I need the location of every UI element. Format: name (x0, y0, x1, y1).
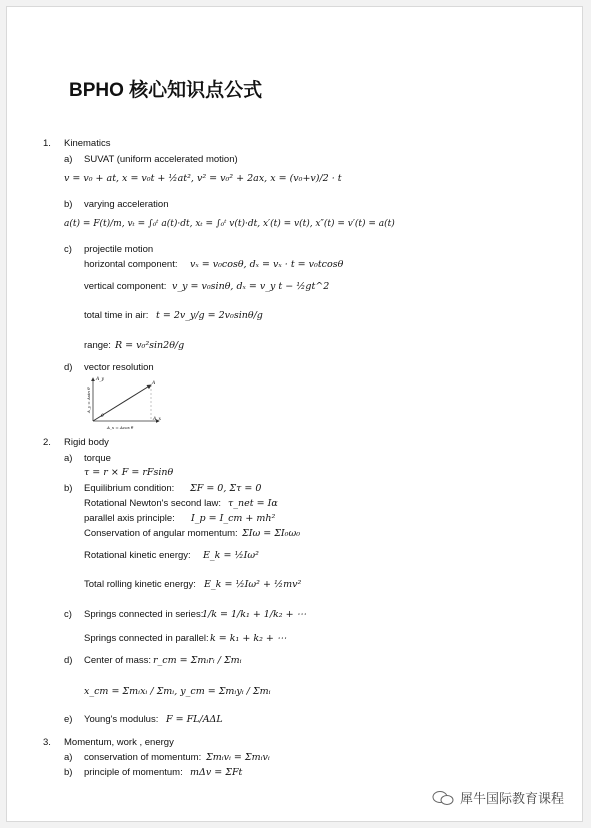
watermark (432, 788, 564, 807)
item-label: d) (64, 362, 73, 373)
item-label: c) (64, 244, 72, 255)
item-label: a) (64, 752, 73, 763)
page-title: BPHO 核心知识点公式 (69, 80, 263, 101)
vertical-component-eq: v_y = v₀sinθ, dₓ = v_y t − ½gt^2 (172, 281, 330, 292)
section-number: 3. (43, 737, 51, 748)
section-number: 2. (43, 437, 51, 448)
angular-momentum-label: Conservation of angular momentum: (84, 528, 238, 539)
conservation-momentum-eq: Σmᵢvᵢ = Σmᵢvᵢ (206, 752, 270, 763)
item-title: SUVAT (uniform accelerated motion) (84, 154, 238, 165)
item-label: b) (64, 199, 73, 210)
horizontal-component-eq: vₓ = v₀cosθ, dₓ = vₓ · t = v₀tcosθ (190, 259, 344, 270)
range-label: range: (84, 340, 111, 351)
equilibrium-label: Equilibrium condition: (84, 483, 175, 494)
principle-momentum-label: principle of momentum: (84, 767, 183, 778)
item-title: vector resolution (84, 362, 154, 373)
center-of-mass-eq: r_cm = Σmᵢrᵢ / Σmᵢ (153, 655, 242, 666)
total-time-eq: t = 2v_y/g = 2v₀sinθ/g (156, 310, 263, 321)
conservation-momentum-label: conservation of momentum: (84, 752, 202, 763)
item-label: d) (64, 655, 73, 666)
springs-series-eq: 1/k = 1/k₁ + 1/k₂ + ⋯ (202, 609, 307, 620)
section-title: Momentum, work , energy (64, 737, 174, 748)
ay-side-label: A_y = Asin θ (86, 387, 91, 413)
parallel-axis-label: parallel axis principle: (84, 513, 175, 524)
center-of-mass-xy-eq: x_cm = Σmᵢxᵢ / Σmᵢ, y_cm = Σmᵢyᵢ / Σmᵢ (84, 686, 271, 697)
ax-axis-label: A_x (153, 417, 162, 422)
equilibrium-eq: ΣF = 0, Στ = 0 (190, 483, 262, 494)
springs-parallel-label: Springs connected in parallel: (84, 633, 209, 644)
section-title: Kinematics (64, 138, 111, 149)
varying-acceleration-equations: a(t) = F(t)/m, vₜ = ∫₀ᵗ a(t)·dt, xₜ = ∫₀ᵗ v(t)·dt, x′(t) = v(t), x″(t) = v′(t) = a(t) (64, 219, 395, 229)
vertical-component-label: vertical component: (84, 281, 167, 292)
wechat-icon (432, 791, 454, 805)
section-number: 1. (43, 138, 51, 149)
parallel-axis-eq: I_p = I_cm + mh² (191, 513, 276, 524)
springs-series-label: Springs connected in series: (84, 609, 204, 620)
youngs-modulus-label: Young's modulus: (84, 714, 159, 725)
item-label: c) (64, 609, 72, 620)
item-label: a) (64, 453, 73, 464)
watermark-text: 犀牛国际教育课程 (459, 791, 564, 806)
item-label: b) (64, 767, 73, 778)
section-title: Rigid body (64, 437, 109, 448)
suvat-equations: v = v₀ + at, x = v₀t + ½at², v² = v₀² + 2ax, x = (v₀+v)/2 · t (64, 173, 342, 184)
item-label: b) (64, 483, 73, 494)
rolling-ke-label: Total rolling kinetic energy: (84, 579, 196, 590)
angular-momentum-eq: ΣIω = ΣI₀ω₀ (242, 528, 301, 539)
item-title: projectile motion (84, 244, 154, 255)
youngs-modulus-eq: F = FL/AΔL (166, 714, 223, 725)
rotational-ke-label: Rotational kinetic energy: (84, 550, 191, 561)
ax-side-label: A_x = Acos θ (107, 425, 134, 430)
center-of-mass-label: Center of mass: (84, 655, 152, 666)
horizontal-component-label: horizontal component: (84, 259, 178, 270)
range-eq: R = v₀²sin2θ/g (115, 340, 185, 351)
item-label: e) (64, 714, 73, 725)
document-page (6, 6, 583, 822)
item-title: torque (84, 453, 111, 464)
vector-label: A (152, 381, 156, 386)
angle-label: θ (101, 414, 104, 419)
principle-momentum-eq: mΔv = ΣFt (190, 767, 243, 778)
rolling-ke-eq: E_k = ½Iω² + ½mv² (204, 579, 302, 590)
item-label: a) (64, 154, 73, 165)
ay-axis-label: A_y (96, 377, 105, 382)
torque-eq: τ = r × F = rFsinθ (84, 467, 174, 478)
rotational-ke-eq: E_k = ½Iω² (203, 550, 259, 561)
total-time-label: total time in air: (84, 310, 149, 321)
newton-second-law-label: Rotational Newton's second law: (84, 498, 221, 509)
springs-parallel-eq: k = k₁ + k₂ + ⋯ (210, 633, 287, 644)
vector-resolution-diagram (81, 373, 171, 433)
item-title: varying acceleration (84, 199, 169, 210)
newton-second-law-eq: τ_net = Iα (228, 498, 278, 509)
